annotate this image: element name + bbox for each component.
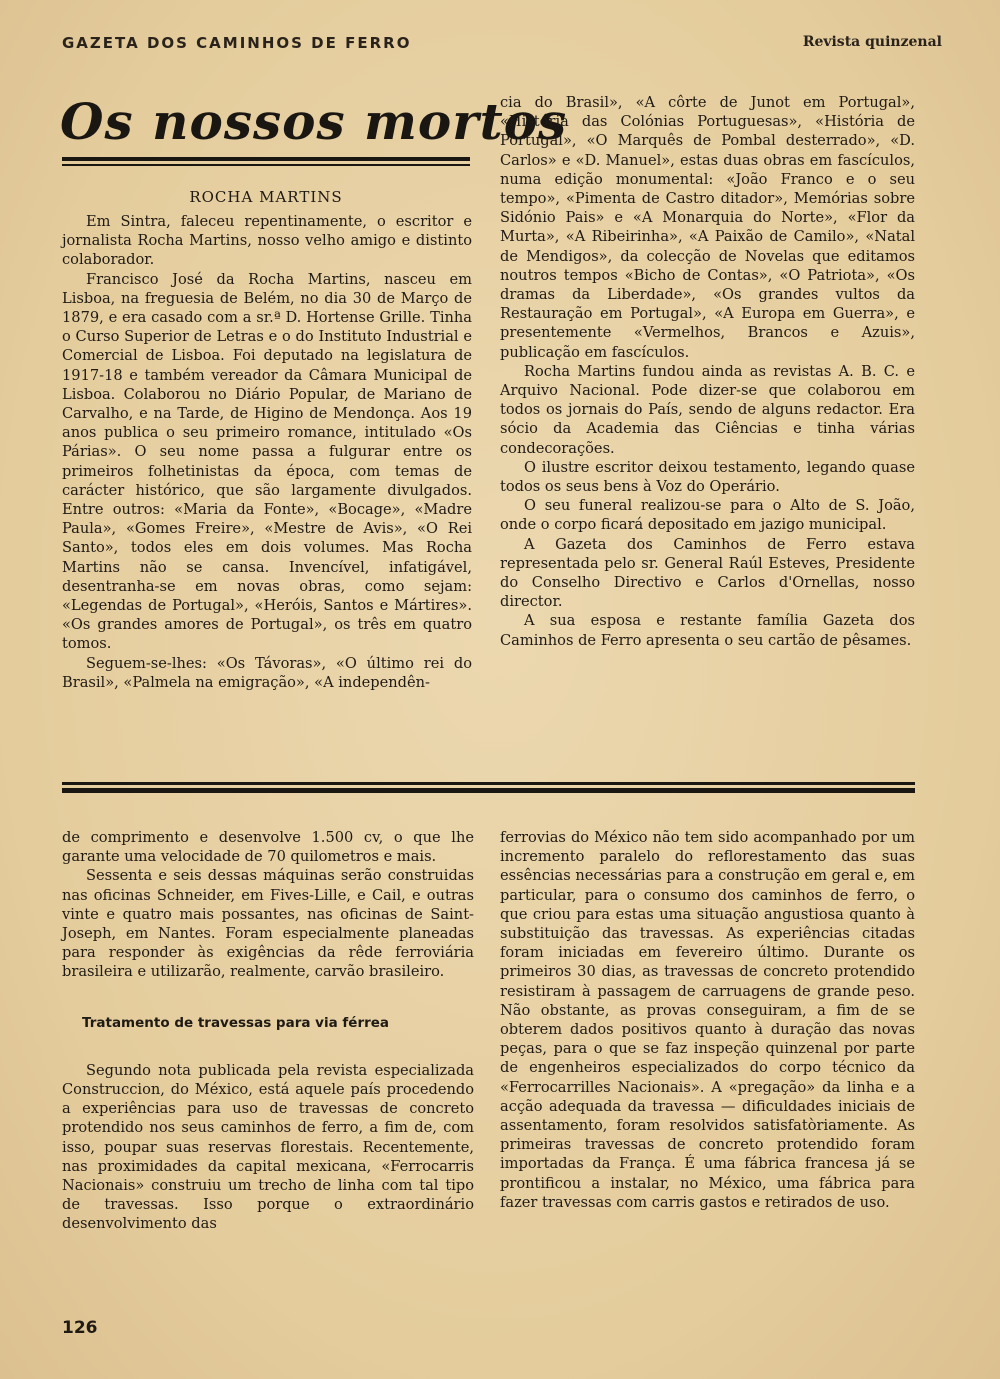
paragraph: Rocha Martins fundou ainda as revistas A. B. C. e Arquivo Nacional. Pode dizer-se que colaborou em todos os jornais do País, sendo de alguns redactor. Era sócio da Academia das Ciências e tinha várias condecorações. bbox=[500, 362, 915, 457]
paragraph: O ilustre escritor deixou testamento, legando quase todos os seus bens à Voz do Operário. bbox=[500, 458, 915, 496]
paragraph: ferrovias do México não tem sido acompanhado por um incremento paralelo do reflorestamento das suas essências necessárias para a construção em geral e, em particular, para o consumo dos caminhos de ferro, o que criou para estas uma situação angustiosa quanto à substituição das travessas. As experiências citadas foram iniciadas em fevereiro último. Durante os primeiros 30 dias, as travessas de concreto protendido resistiram à passagem de carruagens de grande peso. Não obstante, as provas conseguiram, a fim de se obterem dados positivos quanto à duração das novas peças, para o que se faz inspeção quinzenal por parte de engenheiros especializados do corpo técnico da «Ferrocarrilles Nacionais». A «pregação» da linha e a acção adequada da travessa — dificuldades iniciais de assentamento, foram resolvidos satisfatòriamente. As primeiras travessas de concreto protendido foram importadas da França. É uma fábrica francesa já se prontificou a instalar, no México, uma fábrica para fazer travessas com carris gastos e retirados de uso. bbox=[500, 829, 915, 1211]
section-label: Revista quinzenal bbox=[802, 34, 942, 50]
page-number: 126 bbox=[62, 1318, 98, 1338]
paragraph: Segundo nota publicada pela revista especializada Construccion, do México, está aquele país procedendo a experiências para uso de travessas de concreto protendido nos seus caminhos de ferro, a fim de, com isso, poupar suas reservas florestais. Recentemente, nas proximidades da capital mexicana, «Ferrocarris Nacionais» construiu um trecho de linha com tal tipo de travessas. Isso porque o extraordinário desenvolvimento das bbox=[62, 1061, 474, 1233]
paragraph: de comprimento e desenvolve 1.500 cv, o que lhe garante uma velocidade de 70 quilometros e mais. bbox=[62, 829, 474, 866]
paragraph: Sessenta e seis dessas máquinas serão construidas nas oficinas Schneider, em Fives-Lille, e Cail, e outras vinte e quatro mais possantes, nas oficinas de Saint-Joseph, em Nantes. Foram especialmente planeadas para responder às exigências da rêde ferroviária brasileira e utilizarão, realmente, carvão brasileiro. bbox=[62, 867, 474, 981]
paragraph: Em Sintra, faleceu repentinamente, o escritor e jornalista Rocha Martins, nosso velho amigo e distinto colaborador. bbox=[62, 213, 472, 269]
journal-name: GAZETA DOS CAMINHOS DE FERRO bbox=[62, 34, 412, 52]
article-column-left bbox=[62, 212, 472, 692]
paragraph: cia do Brasil», «A côrte de Junot em Portugal», «História das Colónias Portuguesas», «História de Portugal», «O Marquês de Pombal desterrado», «D. Carlos» e «D. Manuel», estas duas obras em fascículos, numa edição monumental: «João Franco e o seu tempo», «Pimenta de Castro ditador», Memórias sobre Sidónio Pais» e «A Monarquia do Norte», «Flor da Murta», «A Ribeirinha», «A Paixão de Camilo», «Natal de Mendigos», da colecção de Novelas que editamos noutros tempos «Bicho de Contas», «O Patriota», «Os dramas da Liberdade», «Os grandes vultos da Restauração em Portugal», «A Europa em Guerra», e presentemente «Vermelhos, Brancos e Azuis», publicação em fascículos. bbox=[500, 94, 915, 361]
paragraph: Seguem-se-lhes: «Os Távoras», «O último rei do Brasil», «Palmela na emigração», «A independên- bbox=[62, 654, 472, 691]
paragraph: A sua esposa e restante família Gazeta dos Caminhos de Ferro apresenta o seu cartão de pêsames. bbox=[500, 612, 915, 649]
section-divider-bottom bbox=[62, 788, 915, 793]
paragraph: A Gazeta dos Caminhos de Ferro estava representada pelo sr. General Raúl Esteves, Presidente do Conselho Directivo e Carlos d'Ornellas, nosso director. bbox=[500, 535, 915, 611]
lower-column-right bbox=[500, 828, 915, 1212]
paragraph: O seu funeral realizou-se para o Alto de S. João, onde o corpo ficará depositado em jazigo municipal. bbox=[500, 497, 915, 534]
paragraph: Francisco José da Rocha Martins, nasceu em Lisboa, na freguesia de Belém, no dia 30 de Março de 1879, e era casado com a sr.ª D. Hortense Grille. Tinha o Curso Superior de Letras e o do Instituto Industrial e Comercial de Lisboa. Foi deputado na legislatura de 1917-18 e também vereador da Câmara Municipal de Lisboa. Colaborou no Diário Popular, de Mariano de Carvalho, e na Tarde, de Higino de Mendonça. Aos 19 anos publica o seu primeiro romance, intitulado «Os Párias». O seu nome passa a fulgurar entre os primeiros folhetinistas da época, com temas de carácter histórico, que são largamente divulgados. Entre outros: «Maria da Fonte», «Bocage», «Madre Paula», «Gomes Freire», «Mestre de Avis», «O Rei Santo», todos eles em dois volumes. Mas Rocha Martins não se cansa. Invencível, infatigável, desentranha-se em novas obras, como sejam: «Legendas de Portugal», «Heróis, Santos e Mártires». «Os grandes amores de Portugal», os três em quatro tomos. bbox=[62, 270, 472, 653]
lower-column-left bbox=[62, 828, 474, 1234]
title-rule-thin bbox=[62, 164, 470, 166]
article-author: ROCHA MARTINS bbox=[189, 188, 343, 206]
section-divider-top bbox=[62, 782, 915, 785]
article-title: Os nossos mortos bbox=[60, 92, 568, 151]
title-rule-thick bbox=[62, 157, 470, 161]
section-subheading: Tratamento de travessas para via férrea bbox=[82, 1014, 390, 1031]
article-column-right bbox=[500, 93, 915, 650]
